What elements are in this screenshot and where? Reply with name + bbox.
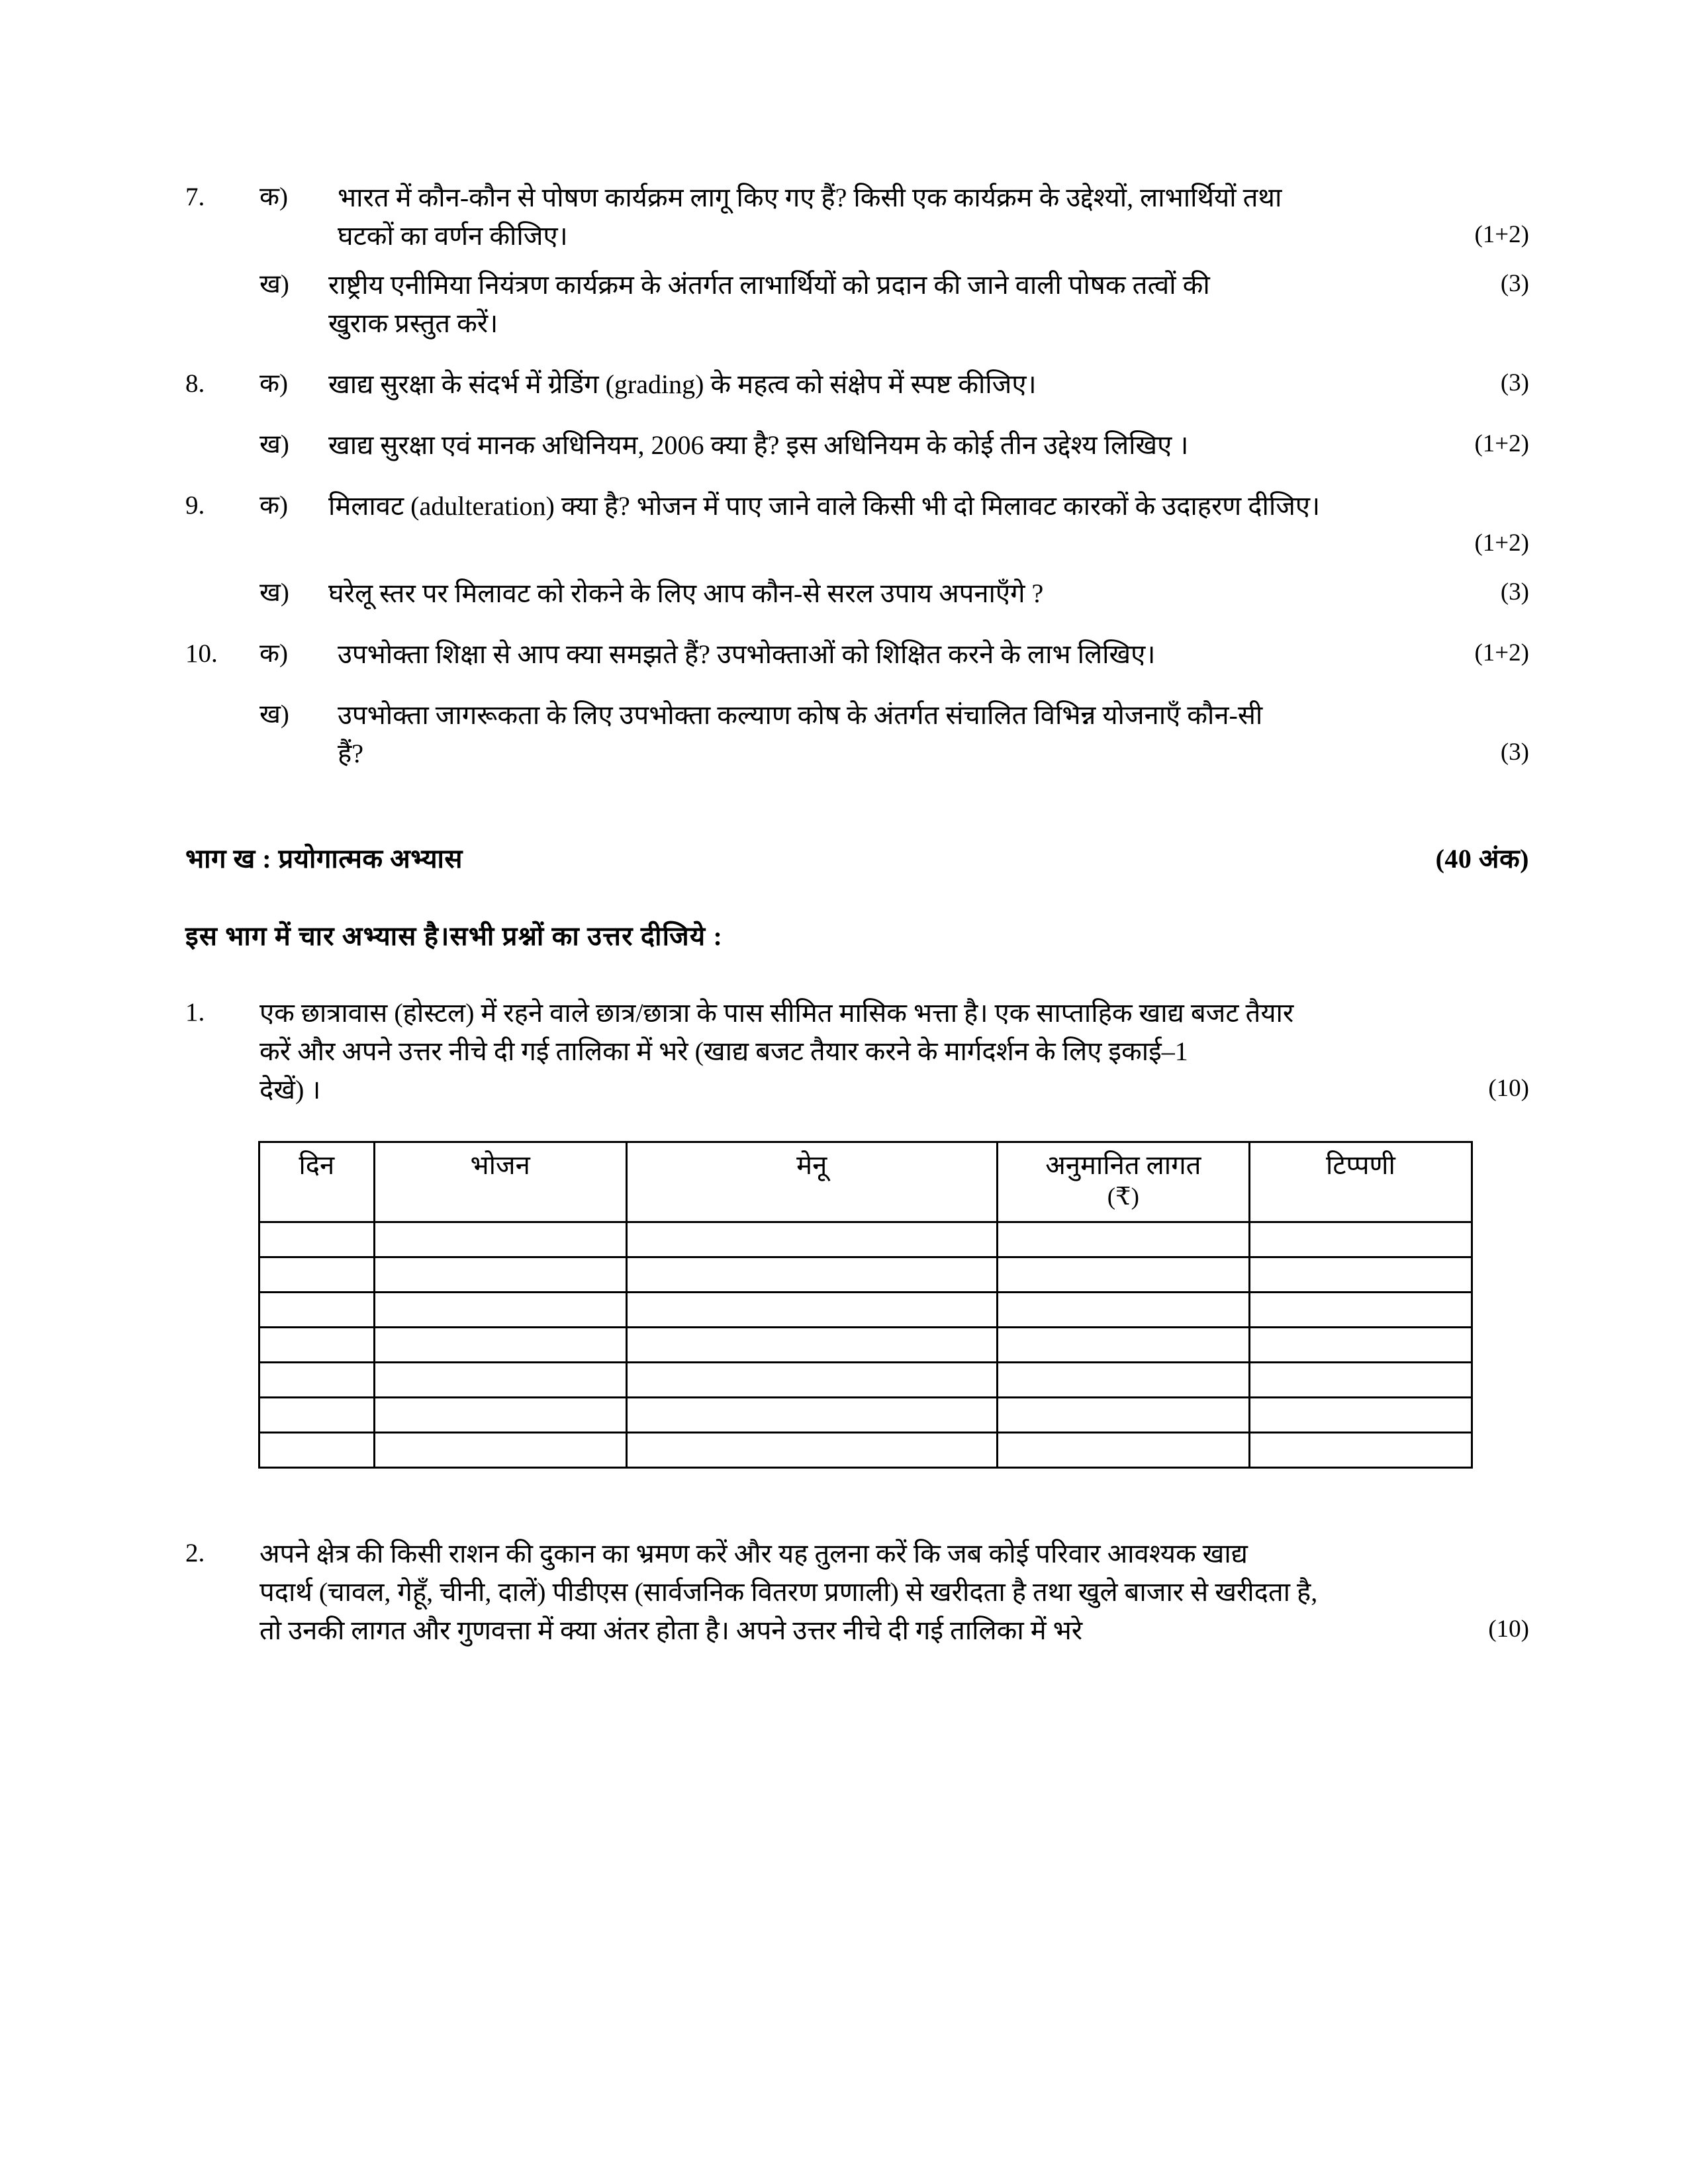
header-label: टिप्पणी — [1325, 1150, 1395, 1180]
cell-meal[interactable] — [374, 1327, 626, 1362]
spacer — [185, 773, 1529, 839]
cell-note[interactable] — [1249, 1327, 1472, 1362]
food-budget-table-container — [258, 1141, 1473, 1469]
cell-note[interactable] — [1249, 1222, 1472, 1257]
table-row[interactable] — [259, 1362, 1472, 1397]
question-row-cont — [185, 304, 1529, 343]
question-text-cont — [259, 1612, 1430, 1650]
question-row — [185, 635, 1529, 674]
question-part-label: क) — [259, 369, 288, 398]
question-text — [338, 179, 1529, 217]
question-line: हैं? — [338, 739, 363, 768]
cell-menu[interactable] — [626, 1362, 997, 1397]
question-line: खाद्य सुरक्षा एवं मानक अधिनियम, 2006 क्या है? इस अधिनियम के कोई तीन उद्देश्य लिखिए । — [328, 430, 1189, 460]
table-row[interactable] — [259, 1397, 1472, 1432]
header-label: भोजन — [470, 1150, 530, 1180]
page-content — [185, 179, 1529, 1650]
cell-day[interactable] — [259, 1362, 375, 1397]
question-line: देखें) । — [259, 1075, 321, 1105]
question-text — [328, 487, 1529, 525]
question-line: करें और अपने उत्तर नीचे दी गई तालिका में भरे (खाद्य बजट तैयार करने के मार्गदर्शन के लिए इकाई–1 — [259, 1036, 1188, 1066]
cell-menu[interactable] — [626, 1397, 997, 1432]
practical-question-row — [185, 1535, 1529, 1612]
question-text — [328, 365, 1430, 404]
question-text — [328, 266, 1430, 304]
cell-menu[interactable] — [626, 1327, 997, 1362]
cell-note[interactable] — [1249, 1397, 1472, 1432]
cell-day[interactable] — [259, 1257, 375, 1292]
table-header-remarks — [1249, 1142, 1472, 1222]
question-part-label: ख) — [259, 430, 289, 459]
cell-cost[interactable] — [997, 1327, 1249, 1362]
header-label: अनुमानित लागत — [1045, 1150, 1201, 1180]
food-budget-table — [258, 1141, 1473, 1469]
cell-day[interactable] — [259, 1432, 375, 1467]
question-line: राष्ट्रीय एनीमिया नियंत्रण कार्यक्रम के अंतर्गत लाभार्थियों को प्रदान की जाने वाली पोषक तत्वों की — [328, 270, 1210, 300]
practical-question-row-cont — [185, 1612, 1529, 1650]
question-line: मिलावट (adulteration) क्या है? भोजन में पाए जाने वाले किसी भी दो मिलावट कारकों के उदाहरण दीजिए। — [328, 491, 1321, 521]
cell-cost[interactable] — [997, 1292, 1249, 1327]
spacer — [185, 613, 1529, 635]
question-row — [185, 426, 1529, 465]
header-label: मेनू — [796, 1150, 827, 1180]
practical-question-row-cont — [185, 1071, 1529, 1109]
question-part-label: क) — [259, 639, 288, 668]
marks-label: (3) — [1500, 739, 1529, 766]
question-text — [338, 635, 1430, 674]
table-row[interactable] — [259, 1222, 1472, 1257]
question-line: घरेलू स्तर पर मिलावट को रोकने के लिए आप कौन-से सरल उपाय अपनाएँगे ? — [328, 578, 1044, 608]
question-text-cont — [338, 735, 1430, 773]
question-line: खुराक प्रस्तुत करें। — [328, 308, 498, 338]
practical-question-row — [185, 994, 1529, 1071]
spacer — [185, 465, 1529, 487]
marks-label: (3) — [1500, 578, 1529, 606]
cell-meal[interactable] — [374, 1257, 626, 1292]
cell-menu[interactable] — [626, 1432, 997, 1467]
question-line: तो उनकी लागत और गुणवत्ता में क्या अंतर होता है। अपने उत्तर नीचे दी गई तालिका में भरे — [259, 1615, 1083, 1645]
cell-menu[interactable] — [626, 1222, 997, 1257]
question-line: पदार्थ (चावल, गेहूँ, चीनी, दालें) पीडीएस (सार्वजनिक वितरण प्रणाली) से खरीदता है तथा खुले बाजार से खरीदता है, — [259, 1576, 1318, 1607]
cell-note[interactable] — [1249, 1432, 1472, 1467]
cell-meal[interactable] — [374, 1432, 626, 1467]
table-header-meal — [374, 1142, 626, 1222]
cell-menu[interactable] — [626, 1292, 997, 1327]
question-number: 7. — [185, 183, 205, 211]
question-number: 9. — [185, 491, 205, 520]
marks-label: (10) — [1488, 1615, 1529, 1643]
cell-cost[interactable] — [997, 1397, 1249, 1432]
cell-note[interactable] — [1249, 1257, 1472, 1292]
question-text — [338, 696, 1529, 735]
cell-day[interactable] — [259, 1327, 375, 1362]
cell-meal[interactable] — [374, 1292, 626, 1327]
marks-label: (10) — [1488, 1075, 1529, 1102]
header-sublabel: (₹) — [1107, 1183, 1139, 1210]
question-row-cont — [185, 217, 1529, 255]
question-row — [185, 696, 1529, 735]
question-text — [259, 1535, 1529, 1612]
cell-cost[interactable] — [997, 1257, 1249, 1292]
question-part-label: ख) — [259, 578, 289, 607]
question-part-label: ख) — [259, 270, 289, 298]
marks-label: (3) — [1500, 270, 1529, 297]
question-row-cont — [185, 525, 1529, 564]
table-row[interactable] — [259, 1327, 1472, 1362]
marks-label: (1+2) — [1474, 639, 1529, 666]
cell-meal[interactable] — [374, 1362, 626, 1397]
section-b-marks: (40 अंक) — [1435, 844, 1529, 874]
cell-menu[interactable] — [626, 1257, 997, 1292]
question-text — [259, 994, 1529, 1071]
cell-meal[interactable] — [374, 1397, 626, 1432]
table-header-menu — [626, 1142, 997, 1222]
question-number: 2. — [185, 1538, 205, 1567]
table-body — [259, 1222, 1472, 1467]
table-row[interactable] — [259, 1432, 1472, 1467]
question-text-cont — [259, 1071, 1430, 1109]
cell-day[interactable] — [259, 1222, 375, 1257]
question-row — [185, 574, 1529, 613]
cell-note[interactable] — [1249, 1362, 1472, 1397]
question-text-cont — [338, 217, 1430, 255]
header-label: दिन — [299, 1150, 335, 1180]
question-line: खाद्य सुरक्षा के संदर्भ में ग्रेडिंग (grading) के महत्व को संक्षेप में स्पष्ट कीजिए। — [328, 369, 1037, 399]
question-text-cont — [328, 525, 1430, 564]
spacer — [185, 674, 1529, 696]
table-header-estimated-cost — [997, 1142, 1249, 1222]
spacer — [185, 564, 1529, 574]
question-number: 8. — [185, 369, 205, 398]
spacer — [185, 404, 1529, 426]
question-row-cont — [185, 735, 1529, 773]
table-header-row — [259, 1142, 1472, 1222]
question-text-cont — [328, 304, 1529, 343]
question-line: उपभोक्ता जागरूकता के लिए उपभोक्ता कल्याण कोष के अंतर्गत संचालित विभिन्न योजनाएँ कौन-सी — [338, 700, 1263, 730]
cell-cost[interactable] — [997, 1222, 1249, 1257]
table-row[interactable] — [259, 1292, 1472, 1327]
cell-note[interactable] — [1249, 1292, 1472, 1327]
section-b-title: भाग ख : प्रयोगात्मक अभ्यास — [185, 844, 463, 874]
question-number: 10. — [185, 639, 218, 668]
section-b-heading — [185, 839, 1529, 876]
cell-day[interactable] — [259, 1397, 375, 1432]
question-part-label: क) — [259, 183, 288, 211]
section-b-instruction: इस भाग में चार अभ्यास है।सभी प्रश्नों का उत्तर दीजिये : — [185, 921, 723, 951]
question-line: घटकों का वर्णन कीजिए। — [338, 221, 568, 251]
marks-label: (1+2) — [1474, 221, 1529, 248]
question-part-label: क) — [259, 491, 288, 520]
question-line: अपने क्षेत्र की किसी राशन की दुकान का भ्रमण करें और यह तुलना करें कि जब कोई परिवार आवश्यक खाद्य — [259, 1538, 1248, 1569]
question-row — [185, 266, 1529, 304]
question-row — [185, 179, 1529, 217]
marks-label: (1+2) — [1474, 430, 1529, 457]
cell-cost[interactable] — [997, 1362, 1249, 1397]
marks-label: (3) — [1500, 369, 1529, 396]
question-line: भारत में कौन-कौन से पोषण कार्यक्रम लागू किए गए हैं? किसी एक कार्यक्रम के उद्देश्यों, लाभार्थियों तथा — [338, 183, 1282, 212]
question-number: 1. — [185, 998, 205, 1026]
question-part-label: ख) — [259, 700, 289, 729]
marks-label: (1+2) — [1474, 529, 1529, 557]
cell-day[interactable] — [259, 1292, 375, 1327]
spacer — [185, 255, 1529, 266]
spacer — [185, 876, 1529, 917]
cell-meal[interactable] — [374, 1222, 626, 1257]
question-row — [185, 487, 1529, 525]
question-row — [185, 365, 1529, 404]
spacer — [185, 953, 1529, 994]
spacer — [185, 1469, 1529, 1535]
question-line: एक छात्रावास (होस्टल) में रहने वाले छात्र/छात्रा के पास सीमित मासिक भत्ता है। एक साप्ताहिक खाद्य बजट तैयार — [259, 998, 1294, 1028]
table-row[interactable] — [259, 1257, 1472, 1292]
question-line: उपभोक्ता शिक्षा से आप क्या समझते हैं? उपभोक्ताओं को शिक्षित करने के लाभ लिखिए। — [338, 639, 1156, 669]
question-text — [328, 426, 1430, 465]
cell-cost[interactable] — [997, 1432, 1249, 1467]
spacer — [185, 343, 1529, 365]
question-text — [328, 574, 1430, 613]
table-header-day — [259, 1142, 375, 1222]
